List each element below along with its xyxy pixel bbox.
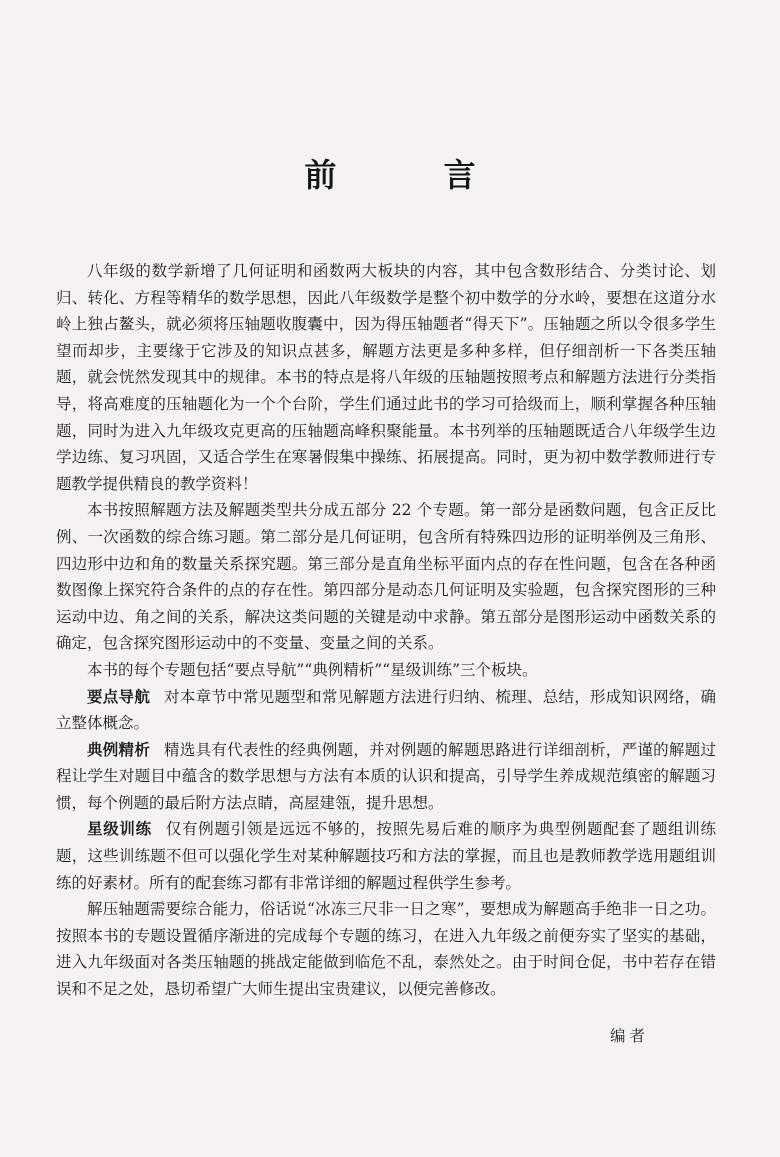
preface-body: [56, 258, 716, 1003]
section-key-points: [56, 684, 716, 737]
section-text-key-points: 对本章节中常见题型和常见解题方法进行归纳、梳理、总结，形成知识网络，确立整体概念。: [56, 687, 716, 733]
paragraph-structure: 本书按照解题方法及解题类型共分成五部分 22 个专题。第一部分是函数问题，包含正反比例、一次函数的综合练习题。第二部分是几何证明，包含所有特殊四边形的证明举例及三角形、四边形中边和角的数量关系探究题。第三部分是直角坐标平面内点的存在性问题，包含在各种函数图像上探究符合条件的点的存在性。第四部分是动态几何证明及实验题，包含探究图形的三种运动中边、角之间的关系，解决这类问题的关键是动中求静。第五部分是图形运动中函数关系的确定，包含探究图形运动中的不变量、变量之间的关系。: [56, 501, 716, 653]
paragraph-intro: 八年级的数学新增了几何证明和函数两大板块的内容，其中包含数形结合、分类讨论、划归、转化、方程等精华的数学思想，因此八年级数学是整个初中数学的分水岭，要想在这道分水岭上独占鳌头，就必须将压轴题收腹囊中，因为得压轴题者“得天下”。压轴题之所以令很多学生望而却步，主要缘于它涉及的知识点甚多，解题方法更是多种多样，但仔细剖析一下各类压轴题，就会恍然发现其中的规律。本书的特点是将八年级的压轴题按照考点和解题方法进行分类指导，将高难度的压轴题化为一个个台阶，学生们通过此书的学习可拾级而上，顺利掌握各种压轴题，同时为进入九年级攻克更高的压轴题高峰积聚能量。本书列举的压轴题既适合八年级学生边学边练、复习巩固，又适合学生在寒暑假集中操练、拓展提高。同时，更为初中数学教师进行专题教学提供精良的教学资料！: [56, 262, 716, 493]
section-text-training: 仅有例题引领是远远不够的，按照先易后难的顺序为典型例题配套了题组训练题，这些训练题不但可以强化学生对某种解题技巧和方法的掌握，而且也是教师教学选用题组训练的好素材。所有的配套练习都有非常详细的解题过程供学生参考。: [56, 820, 716, 892]
page-title: 前 言: [304, 156, 524, 194]
author-signature: 编者: [610, 1027, 650, 1045]
section-heading-training: 星级训练: [87, 820, 152, 839]
section-heading-key-points: 要点导航: [87, 687, 151, 706]
section-training: [56, 816, 716, 896]
paragraph-modules: 本书的每个专题包括“要点导航”“典例精析”“星级训练”三个板块。: [87, 660, 538, 679]
section-heading-examples: 典例精析: [87, 740, 151, 759]
section-examples: [56, 737, 716, 817]
paragraph-closing: 解压轴题需要综合能力，俗话说“冰冻三尺非一日之寒”，要想成为解题高手绝非一日之功。按照本书的专题设置循序渐进的完成每个专题的练习，在进入九年级之前便夯实了坚实的基础，进入九年级面对各类压轴题的挑战定能做到临危不乱，泰然处之。由于时间仓促，书中若存在错误和不足之处，恳切希望广大师生提出宝贵建议，以便完善修改。: [56, 900, 716, 999]
section-text-examples: 精选具有代表性的经典例题，并对例题的解题思路进行详细剖析，严谨的解题过程让学生对题目中蕴含的数学思想与方法有本质的认识和提高，引导学生养成规范缜密的解题习惯，每个例题的最后附方法点睛，高屋建瓴，提升思想。: [56, 740, 716, 812]
